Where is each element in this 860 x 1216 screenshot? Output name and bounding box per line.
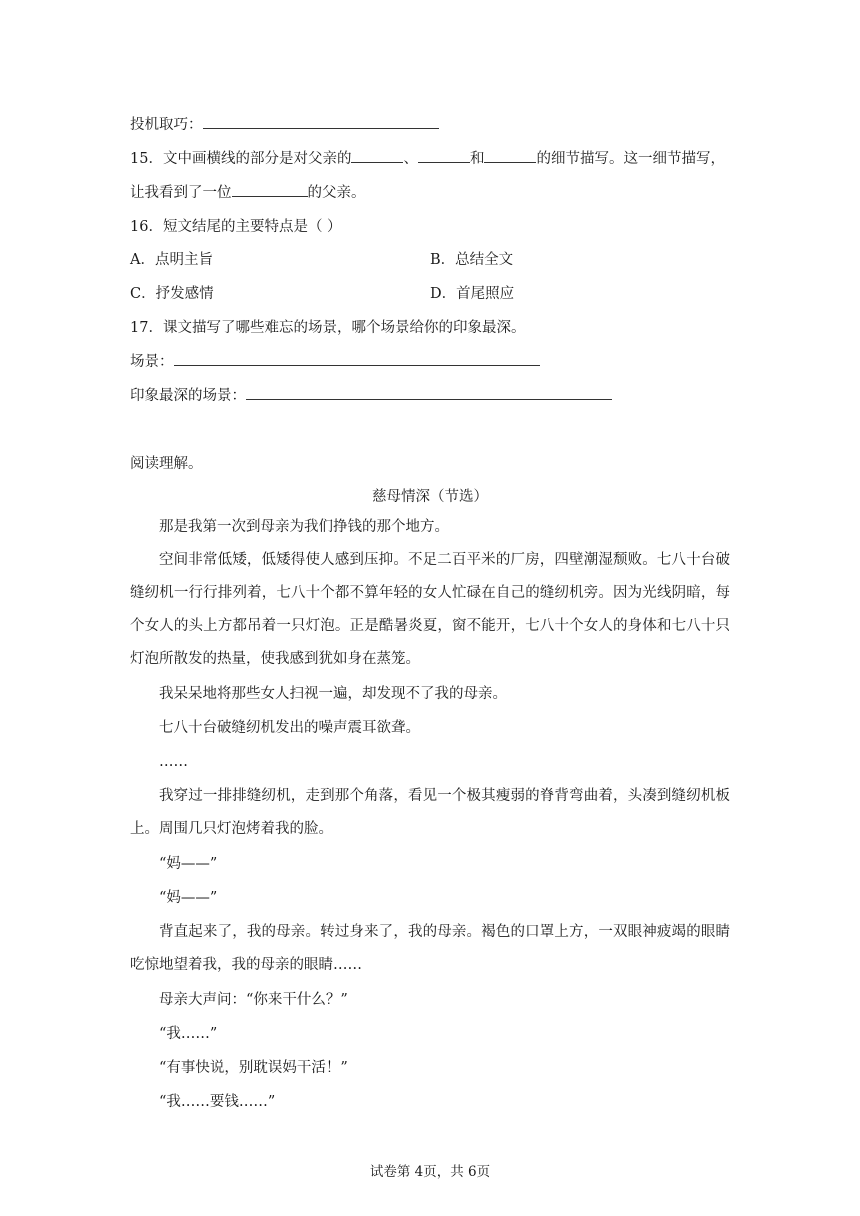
q15-line-1	[130, 147, 725, 168]
passage-paragraph: 那是我第一次到母亲为我们挣钱的那个地方。	[159, 519, 449, 535]
passage-dialogue: “妈——”	[159, 890, 218, 906]
passage-dialogue: “妈——”	[159, 856, 218, 872]
q16-option-d[interactable]: D．首尾照应	[430, 286, 515, 302]
q17-impression-label: 印象最深的场景：	[130, 388, 246, 404]
passage-paragraph: 空间非常低矮，低矮得使人感到压抑。不足二百平米的厂房，四壁潮湿颓败。七八十台破缝纫机一行行排列着，七八十个都不算年轻的女人忙碌在自己的缝纫机旁。因为光线阴暗，每个女人的头上方都吊着一只灯泡。正是酷暑炎夏，窗不能开，七八十个女人的身体和七八十只灯泡所散发的热量，使我感到犹如身在蒸笼。	[130, 552, 730, 667]
q17-scene-label: 场景：	[130, 354, 174, 370]
q15-text-1: 15．文中画横线的部分是对父亲的	[130, 151, 352, 167]
q16-stem: 16．短文结尾的主要特点是（ ）	[130, 219, 342, 235]
q15-sep-2: 和	[469, 151, 485, 167]
q16-option-a[interactable]: A．点明主旨	[130, 252, 213, 268]
q15-text-2: 的细节描写。这一细节描写，	[536, 151, 725, 167]
passage-dialogue: “我……”	[159, 1026, 218, 1042]
passage-title: 慈母情深（节选）	[372, 489, 488, 505]
section-heading: 阅读理解。	[130, 456, 203, 472]
q17-scene-blank[interactable]	[174, 351, 540, 366]
page-footer: 试卷第 4页，共 6页	[369, 1164, 491, 1180]
q16-option-b[interactable]: B．总结全文	[430, 252, 514, 268]
q14-answer-blank[interactable]	[203, 114, 439, 129]
q14-label: 投机取巧：	[130, 117, 203, 133]
passage-dialogue: “有事快说，别耽误妈干活！”	[159, 1060, 348, 1076]
q14-line	[130, 113, 439, 134]
q15-line-2	[130, 181, 366, 202]
q15-sep-1: 、	[403, 151, 418, 167]
q15-text-3: 让我看到了一位	[130, 185, 232, 201]
q15-blank-1[interactable]	[351, 148, 403, 163]
passage-paragraph: 背直起来了，我的母亲。转过身来了，我的母亲。褐色的口罩上方，一双眼神疲竭的眼睛吃惊地望着我，我的母亲的眼睛……	[130, 924, 730, 973]
passage-ellipsis: ……	[159, 754, 188, 770]
q16-option-c[interactable]: C．抒发感情	[130, 286, 214, 302]
q17-stem: 17．课文描写了哪些难忘的场景，哪个场景给你的印象最深。	[130, 320, 526, 336]
passage-dialogue: 母亲大声问：“你来干什么？”	[159, 992, 348, 1008]
passage-paragraph: 我穿过一排排缝纫机，走到那个角落，看见一个极其瘦弱的脊背弯曲着，头凑到缝纫机板上。周围几只灯泡烤着我的脸。	[130, 788, 730, 837]
q15-text-4: 的父亲。	[307, 185, 366, 201]
passage-paragraph: 七八十台破缝纫机发出的噪声震耳欲聋。	[159, 720, 420, 736]
passage-paragraph: 我呆呆地将那些女人扫视一遍，却发现不了我的母亲。	[159, 686, 507, 702]
q15-blank-3[interactable]	[484, 148, 536, 163]
q17-impression-blank[interactable]	[246, 385, 612, 400]
passage-dialogue: “我……要钱……”	[159, 1094, 276, 1110]
q17-scene-line	[130, 350, 540, 371]
q17-impression-line	[130, 384, 612, 405]
q15-blank-2[interactable]	[418, 148, 470, 163]
q15-blank-4[interactable]	[232, 182, 308, 197]
